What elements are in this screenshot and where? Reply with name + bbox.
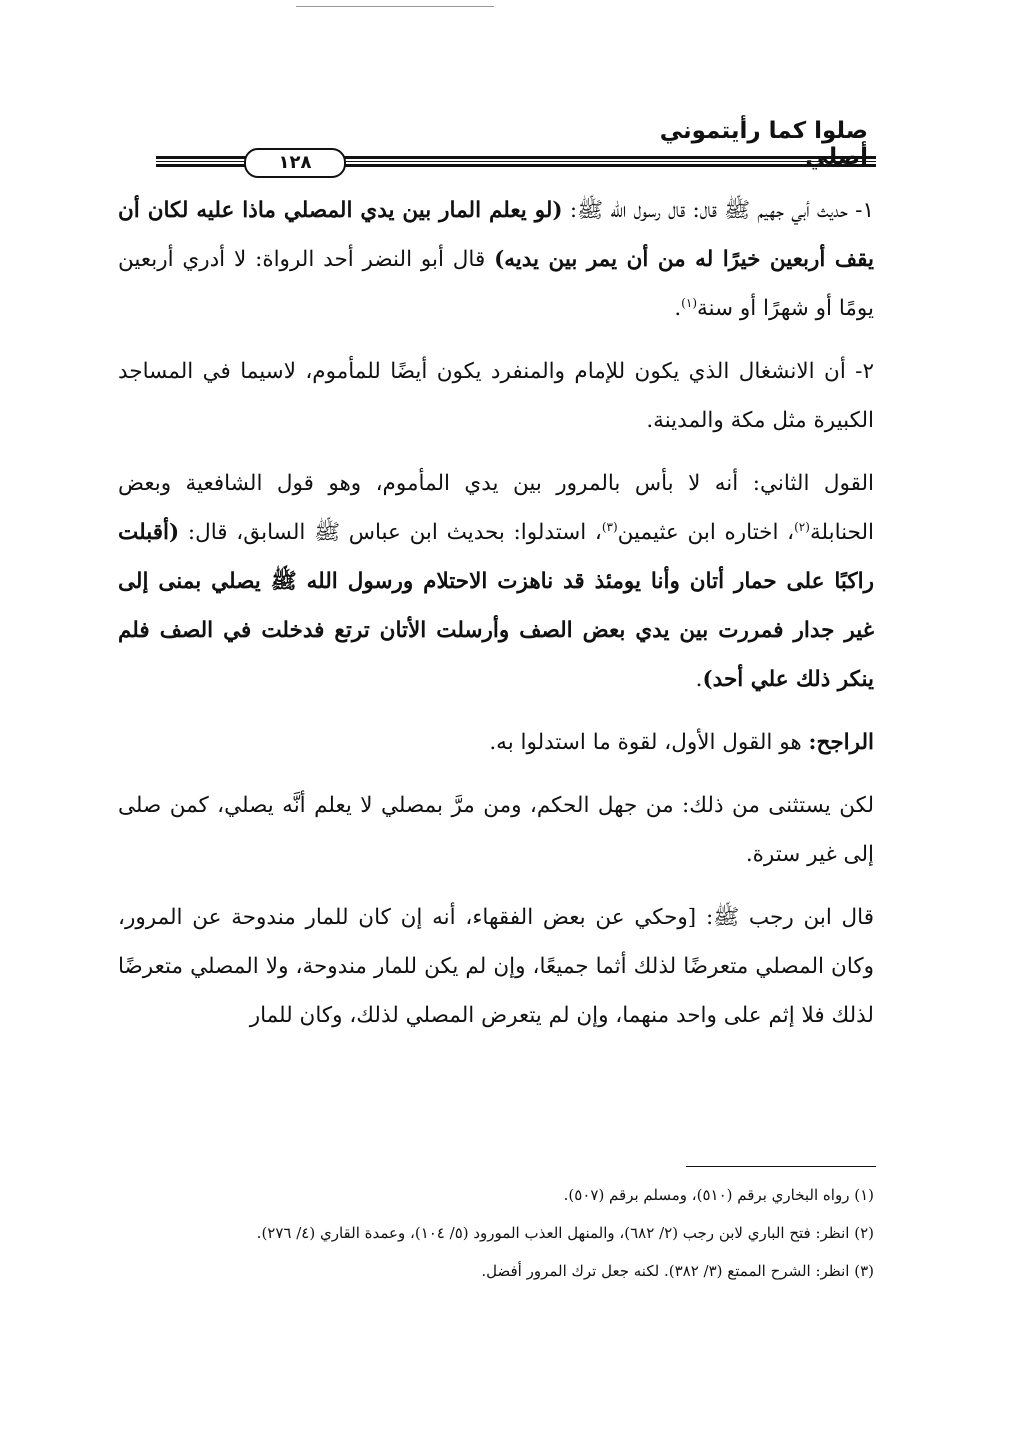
- footnotes: [118, 1176, 874, 1290]
- paragraph-2: ٢- أن الانشغال الذي يكون للإمام والمنفرد يكون أيضًا للمأموم، لاسيما في المساجد الكبيرة مثل مكة والمدينة.: [118, 359, 874, 433]
- paragraph-1: [118, 186, 874, 333]
- footnote-1: (١) رواه البخاري برقم (٥١٠)، ومسلم برقم (٥٠٧).: [563, 1186, 874, 1204]
- p3-rest: ، استدلوا: بحديث ابن عباس ﷺ السابق، قال:: [179, 520, 602, 545]
- p3-intro: القول الثاني: أنه لا بأس بالمرور بين يدي المأموم، وهو قول الشافعية وبعض الحنابلة: [118, 471, 875, 545]
- main-text: [118, 186, 874, 1054]
- footnote-ref-3[interactable]: (٣): [601, 519, 618, 534]
- paragraph-6: قال ابن رجب ﷺ: [وحكي عن بعض الفقهاء، أنه إن كان للمار مندوحة عن المرور، وكان المصلي متعرضًا لذلك أثما جميعًا، وإن لم يكن للمار مندوحة، ولا المصلي متعرضًا لذلك فلا إثم على واحد منهما، وإن لم يتعرض المصلي لذلك، وكان للمار: [118, 905, 874, 1028]
- p3-hadith: (أقبلت راكبًا على حمار أتان وأنا يومئذ قد ناهزت الاحتلام ورسول الله ﷺ يصلي بمنى إلى غير جدار فمررت بين يدي بعض الصف وأرسلت الأتان ترتع فدخلت في الصف فلم ينكر ذلك علي أحد): [118, 520, 874, 692]
- footnote-ref-2[interactable]: (٢): [794, 519, 810, 534]
- p1-intro: ١- حديث أبي جهيم ﷺ قال: قال رسول الله ﷺ:: [562, 198, 874, 223]
- paragraph-3: [118, 459, 874, 704]
- paragraph-5: لكن يستثنى من ذلك: من جهل الحكم، ومن مرَّ بمصلي لا يعلم أنَّه يصلي، كمن صلى إلى غير سترة.: [118, 793, 874, 867]
- p1-rest: قال أبو النضر أحد الرواة: لا أدري أربعين يومًا أو شهرًا أو سنة: [118, 247, 874, 321]
- footnote-2: (٢) انظر: فتح الباري لابن رجب (٢/ ٦٨٢)، والمنهل العذب المورود (٥/ ١٠٤)، وعمدة القاري (٤/ ٢٧٦).: [256, 1224, 874, 1242]
- footnote-3: (٣) انظر: الشرح الممتع (٣/ ٣٨٢). لكنه جعل ترك المرور أفضل.: [481, 1262, 874, 1280]
- p3-end: .: [695, 667, 703, 692]
- preferred-opinion-label: الراجح:: [808, 730, 874, 755]
- paragraph-4: [118, 718, 874, 767]
- preferred-opinion-text: هو القول الأول، لقوة ما استدلوا به.: [489, 730, 809, 755]
- header-band: [156, 148, 876, 178]
- footnote-ref-1[interactable]: (١): [681, 295, 697, 310]
- page-number: ١٢٨: [244, 148, 346, 178]
- footnote-separator: [686, 1166, 876, 1167]
- top-decorative-rule: [296, 6, 494, 7]
- p3-mid: ، اختاره ابن عثيمين: [617, 520, 795, 545]
- p1-hadith: (لو يعلم المار بين يدي المصلي ماذا عليه لكان أن يقف أربعين خيرًا له من أن يمر بين يديه): [118, 198, 874, 272]
- book-title: صلوا كما رأيتموني: [659, 118, 868, 144]
- p1-end: .: [674, 296, 682, 321]
